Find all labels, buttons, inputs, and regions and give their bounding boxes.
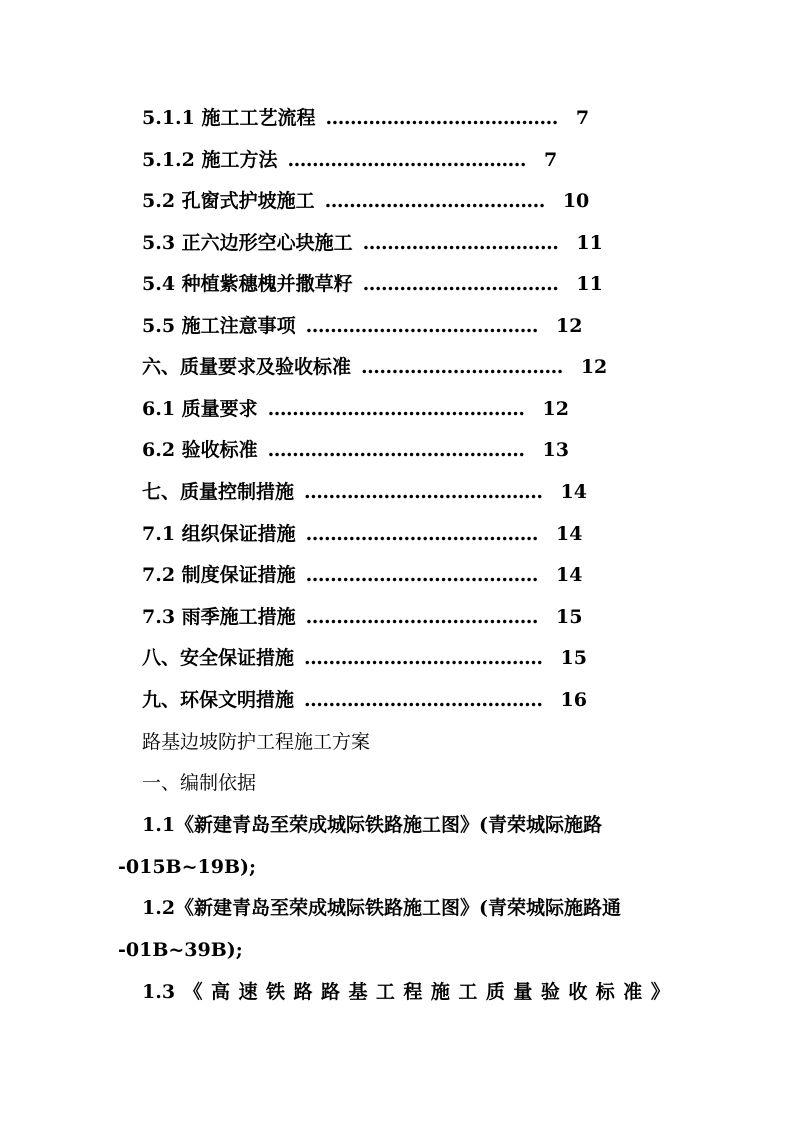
reference-item-text: -015B~19B); bbox=[118, 856, 257, 878]
toc-page-number: 14 bbox=[556, 523, 583, 545]
toc-page-number: 7 bbox=[575, 107, 590, 129]
reference-item-char: 程 bbox=[403, 981, 423, 1003]
reference-item-char: 》 bbox=[650, 981, 670, 1003]
toc-leader-dots: ....................................... bbox=[304, 481, 543, 503]
toc-entry-title: 7.2 制度保证措施 bbox=[142, 564, 296, 586]
toc-page-number: 16 bbox=[560, 689, 587, 711]
reference-item-text: -01B~39B); bbox=[118, 939, 243, 961]
reference-item-char: 标 bbox=[595, 981, 615, 1003]
toc-page-number: 12 bbox=[580, 356, 608, 378]
toc-leader-dots: ....................................... bbox=[304, 647, 543, 669]
document-title: 路基边坡防护工程施工方案 bbox=[142, 731, 371, 753]
toc-entry-title: 5.5 施工注意事项 bbox=[142, 315, 296, 337]
toc-entry[interactable] bbox=[142, 436, 569, 464]
toc-page-number: 15 bbox=[556, 606, 583, 628]
toc-entry-title: 5.3 正六边形空心块施工 bbox=[142, 232, 353, 254]
toc-leader-dots: ................................ bbox=[362, 273, 559, 295]
toc-entry-title: 九、环保文明措施 bbox=[142, 689, 295, 711]
toc-entry[interactable] bbox=[142, 229, 603, 257]
reference-item-char: 高 bbox=[211, 981, 231, 1003]
toc-leader-dots: ...................................... bbox=[305, 606, 539, 628]
toc-entry-title: 6.1 质量要求 bbox=[142, 398, 258, 420]
reference-item-char: 收 bbox=[568, 981, 588, 1003]
toc-entry[interactable] bbox=[142, 603, 583, 631]
toc-entry-title: 7.3 雨季施工措施 bbox=[142, 606, 296, 628]
toc-entry-title: 7.1 组织保证措施 bbox=[142, 523, 296, 545]
toc-entry[interactable] bbox=[142, 104, 589, 132]
toc-page-number: 11 bbox=[576, 273, 603, 295]
toc-entry[interactable] bbox=[142, 270, 603, 298]
toc-page-number: 15 bbox=[560, 647, 587, 669]
reference-item-char: 路 bbox=[293, 981, 313, 1003]
toc-entry-title: 5.1.1 施工工艺流程 bbox=[142, 107, 316, 129]
reference-item-text: 1.2《新建青岛至荣成城际铁路施工图》(青荣城际施路通 bbox=[142, 897, 622, 919]
toc-entry[interactable] bbox=[142, 644, 587, 672]
toc-leader-dots: .................................... bbox=[324, 190, 545, 212]
reference-item-char: 量 bbox=[513, 981, 533, 1003]
toc-entry-title: 八、安全保证措施 bbox=[142, 647, 295, 669]
toc-entry-title: 六、质量要求及验收标准 bbox=[142, 356, 352, 378]
toc-page-number: 14 bbox=[560, 481, 587, 503]
toc-leader-dots: .......................................... bbox=[267, 398, 525, 420]
reference-item-char: 工 bbox=[375, 981, 395, 1003]
reference-item-char: 《 bbox=[183, 981, 203, 1003]
toc-leader-dots: ................................. bbox=[361, 356, 563, 378]
toc-entry-title: 七、质量控制措施 bbox=[142, 481, 295, 503]
reference-item-char: 施 bbox=[430, 981, 450, 1003]
toc-leader-dots: ................................ bbox=[362, 232, 559, 254]
toc-entry-title: 5.4 种植紫穗槐并撒草籽 bbox=[142, 273, 353, 295]
toc-leader-dots: .......................................... bbox=[267, 439, 525, 461]
toc-page-number: 12 bbox=[556, 315, 583, 337]
toc-entry[interactable] bbox=[142, 520, 583, 548]
reference-item-char: 基 bbox=[348, 981, 368, 1003]
toc-page-number: 10 bbox=[562, 190, 590, 212]
toc-leader-dots: ....................................... bbox=[304, 689, 543, 711]
reference-item-justified bbox=[142, 978, 670, 1006]
toc-entry-title: 6.2 验收标准 bbox=[142, 439, 258, 461]
reference-item-char: 工 bbox=[458, 981, 478, 1003]
toc-entry[interactable] bbox=[142, 686, 587, 714]
toc-entry-title: 5.2 孔窗式护坡施工 bbox=[142, 190, 315, 212]
toc-entry[interactable] bbox=[142, 187, 589, 215]
reference-item-char: 验 bbox=[540, 981, 560, 1003]
toc-leader-dots: ...................................... bbox=[305, 315, 539, 337]
reference-item-text: 1.1《新建青岛至荣成城际铁路施工图》(青荣城际施路 bbox=[142, 814, 603, 836]
reference-item-char: 速 bbox=[238, 981, 258, 1003]
toc-leader-dots: ...................................... bbox=[305, 523, 539, 545]
toc-page-number: 12 bbox=[542, 398, 569, 420]
toc-leader-dots: ...................................... bbox=[305, 564, 539, 586]
reference-item-char: 准 bbox=[623, 981, 643, 1003]
toc-leader-dots: ...................................... bbox=[325, 107, 558, 129]
section-heading: 一、编制依据 bbox=[142, 772, 257, 794]
toc-entry[interactable] bbox=[142, 353, 607, 381]
toc-page-number: 7 bbox=[544, 149, 558, 171]
toc-page-number: 11 bbox=[576, 232, 603, 254]
reference-item-char: 质 bbox=[485, 981, 505, 1003]
reference-item-char: 路 bbox=[320, 981, 340, 1003]
toc-page-number: 13 bbox=[542, 439, 569, 461]
reference-item-char: 铁 bbox=[265, 981, 285, 1003]
toc-entry-title: 5.1.2 施工方法 bbox=[142, 149, 278, 171]
reference-item-char: 1.3 bbox=[142, 981, 176, 1003]
toc-entry[interactable] bbox=[142, 395, 569, 423]
toc-entry[interactable] bbox=[142, 312, 583, 340]
toc-leader-dots: ....................................... bbox=[287, 149, 526, 171]
toc-entry[interactable] bbox=[142, 478, 587, 506]
toc-entry[interactable] bbox=[142, 146, 557, 174]
toc-entry[interactable] bbox=[142, 561, 583, 589]
toc-page-number: 14 bbox=[556, 564, 583, 586]
